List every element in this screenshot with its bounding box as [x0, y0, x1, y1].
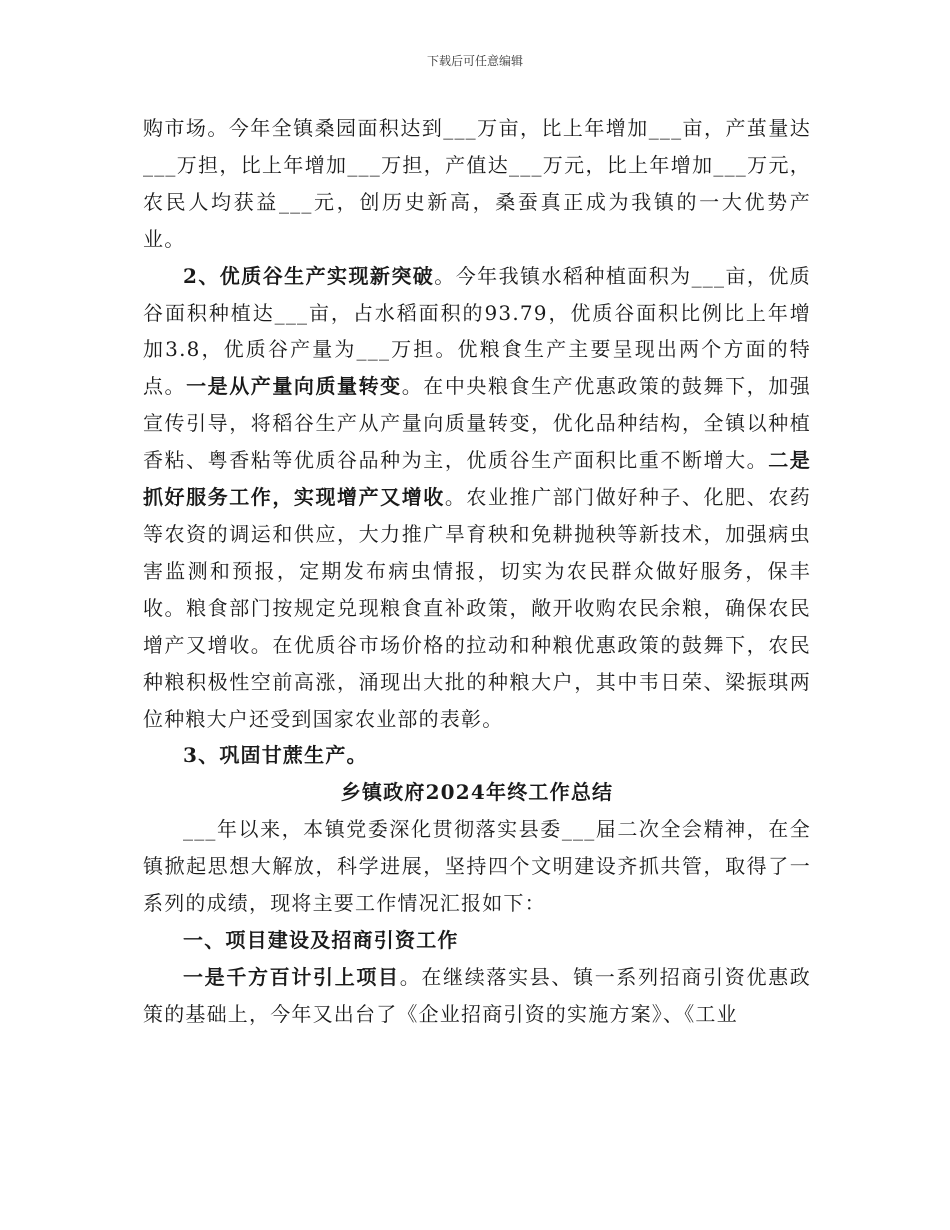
point-heading-service: 二是抓好服务工作，实现增产又增收 — [143, 448, 811, 510]
page-header-caption: 下载后可任意编辑 — [426, 54, 523, 68]
document-title: 乡镇政府2024年终工作总结 — [340, 780, 614, 805]
paragraph-projects — [143, 959, 811, 1033]
paragraph-intro: ___年以来，本镇党委深化贯彻落实县委___届二次全会精神，在全镇掀起思想大解放，科学进展，坚持四个文明建设齐抓共管，取得了一系列的成绩，现将主要工作情况汇报如下： — [143, 817, 811, 916]
section-heading-projects: 一、项目建设及招商引资工作 — [183, 927, 459, 952]
paragraph-sericulture: 购市场。今年全镇桑园面积达到___万亩，比上年增加___亩，产茧量达___万担，比上年增加___万担，产值达___万元，比上年增加___万元，农民人均获益___元，创历史新高，桑蚕真正成为我镇的一大优势产业。 — [143, 116, 811, 251]
section-heading-sugarcane: 3、巩固甘蔗生产。 — [183, 743, 368, 768]
paragraph-text: 。农业推广部门做好种子、化肥、农药等农资的调运和供应，大力推广旱育秧和免耕抛秧等新技术，加强病虫害监测和预报，定期发布病虫情报，切实为农民群众做好服务，保丰收。粮食部门按规定兑现粮食直补政策，敞开收购农民余粮，确保农民增产又增收。在优质谷市场价格的拉动和种粮优惠政策的鼓舞下，农民种粮积极性空前高涨，涌现出大批的种粮大户，其中韦日荣、梁振琪两位种粮大户还受到国家农业部的表彰。 — [143, 485, 811, 731]
paragraph-text: 。在中央粮食生产优惠政策的鼓舞下，加强宣传引导，将稻谷生产从产量向质量转变，优化品种结构，全镇以种植香粘、粤香粘等优质谷品种为主，优质谷生产面积比重不断增大。 — [143, 374, 811, 473]
document-body — [143, 110, 811, 1033]
paragraph-text: 。在继续落实县、镇一系列招商引资优惠政策的基础上，今年又出台了《企业招商引资的实施方案》、《工业 — [143, 964, 811, 1026]
paragraph-quality-grain — [143, 258, 811, 738]
point-heading-quality: 一是从产量向质量转变 — [186, 374, 402, 399]
section-heading-quality-grain: 2、优质谷生产实现新突破 — [183, 263, 435, 288]
point-heading-projects: 一是千方百计引上项目 — [183, 964, 400, 989]
paragraph-text: 。今年我镇水稻种植面积为___亩，优质谷面积种植达___亩，占水稻面积的93.79，优质谷面积比例比上年增加3.8，优质谷产量为___万担。优粮食生产主要呈现出两个方面的特点。 — [143, 263, 811, 399]
